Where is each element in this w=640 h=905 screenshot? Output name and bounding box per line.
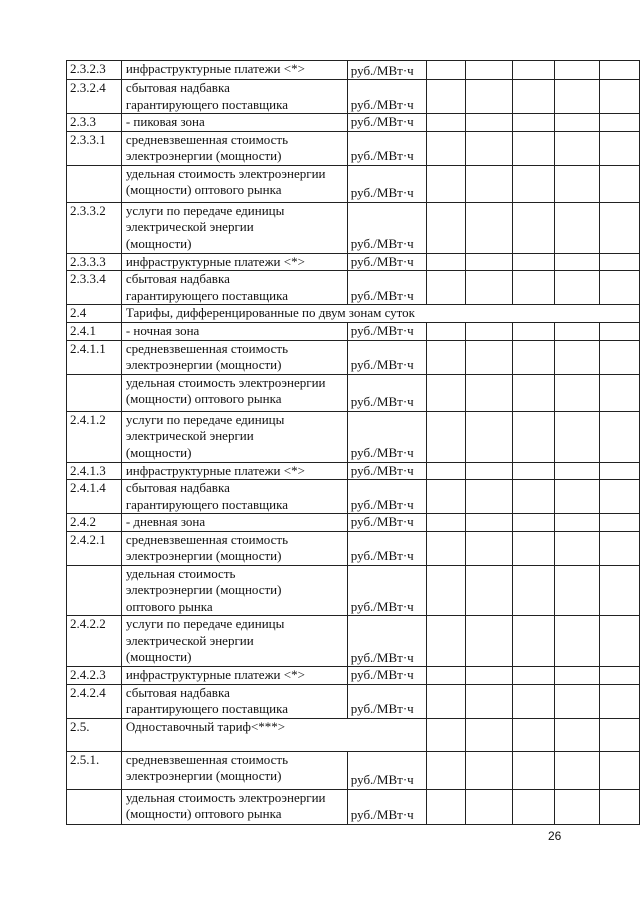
tariff-table [66,60,640,825]
empty-cell [554,411,600,462]
row-description: услуги по передаче единицы электрической энергии (мощности) [121,202,347,253]
empty-cell [512,131,554,165]
page-number: 26 [548,829,562,843]
row-description: сбытовая надбавка гарантирующего поставщика [121,684,347,718]
row-description: средневзвешенная стоимость электроэнергии (мощности) [121,531,347,565]
empty-cell [600,411,640,462]
empty-cell [466,131,513,165]
empty-cell [600,323,640,341]
row-description: инфраструктурные платежи <*> [121,667,347,685]
empty-cell [466,616,513,667]
empty-cell [466,718,513,751]
empty-cell [554,514,600,532]
row-code: 2.3.3 [67,114,122,132]
empty-cell [426,616,466,667]
table-row [67,271,640,305]
empty-cell [426,165,466,202]
empty-cell [466,514,513,532]
row-unit: руб./МВт·ч [347,131,426,165]
empty-cell [466,202,513,253]
row-description: - дневная зона [121,514,347,532]
empty-cell [466,789,513,824]
empty-cell [426,374,466,411]
empty-cell [600,80,640,114]
empty-cell [426,531,466,565]
row-unit: руб./МВт·ч [347,61,426,80]
row-unit: руб./МВт·ч [347,684,426,718]
row-unit: руб./МВт·ч [347,323,426,341]
empty-cell [512,271,554,305]
row-description: инфраструктурные платежи <*> [121,61,347,80]
row-description: Тарифы, дифференцированные по двум зонам суток [121,305,639,323]
row-unit: руб./МВт·ч [347,202,426,253]
empty-cell [426,340,466,374]
empty-cell [554,131,600,165]
empty-cell [426,271,466,305]
row-description: - ночная зона [121,323,347,341]
empty-cell [512,616,554,667]
empty-cell [426,202,466,253]
empty-cell [426,718,466,751]
row-description: удельная стоимость электроэнергии (мощности) оптового рынка [121,565,347,616]
empty-cell [426,684,466,718]
empty-cell [426,789,466,824]
empty-cell [554,480,600,514]
row-code: 2.4.2.3 [67,667,122,685]
empty-cell [466,340,513,374]
empty-cell [512,80,554,114]
empty-cell [554,80,600,114]
empty-cell [512,480,554,514]
empty-cell [600,531,640,565]
table-row [67,565,640,616]
empty-cell [466,565,513,616]
empty-cell [554,789,600,824]
empty-cell [554,565,600,616]
row-description: Одноставочный тариф<***> [121,718,426,751]
row-description: инфраструктурные платежи <*> [121,462,347,480]
row-code: 2.4.1.4 [67,480,122,514]
row-unit: руб./МВт·ч [347,253,426,271]
empty-cell [512,667,554,685]
empty-cell [554,271,600,305]
table-row [67,305,640,323]
row-unit: руб./МВт·ч [347,789,426,824]
row-description: средневзвешенная стоимость электроэнергии (мощности) [121,340,347,374]
row-unit: руб./МВт·ч [347,80,426,114]
empty-cell [554,374,600,411]
table-row [67,340,640,374]
table-row [67,61,640,80]
empty-cell [466,667,513,685]
table-row [67,202,640,253]
empty-cell [600,374,640,411]
table-row [67,165,640,202]
empty-cell [512,374,554,411]
row-description: сбытовая надбавка гарантирующего поставщика [121,271,347,305]
row-description: сбытовая надбавка гарантирующего поставщика [121,80,347,114]
empty-cell [600,789,640,824]
empty-cell [512,718,554,751]
empty-cell [600,253,640,271]
row-description: удельная стоимость электроэнергии (мощности) оптового рынка [121,165,347,202]
row-unit: руб./МВт·ч [347,340,426,374]
empty-cell [466,323,513,341]
table-row [67,80,640,114]
empty-cell [600,718,640,751]
empty-cell [466,462,513,480]
empty-cell [512,61,554,80]
row-unit: руб./МВт·ч [347,565,426,616]
table-row [67,411,640,462]
row-code: 2.4.2.4 [67,684,122,718]
empty-cell [600,114,640,132]
empty-cell [466,751,513,789]
empty-cell [512,462,554,480]
row-code: 2.4.1.2 [67,411,122,462]
empty-cell [600,271,640,305]
table-row [67,616,640,667]
empty-cell [512,202,554,253]
table-row [67,114,640,132]
table-row [67,667,640,685]
row-description: сбытовая надбавка гарантирующего поставщика [121,480,347,514]
empty-cell [512,114,554,132]
row-code: 2.4.2.1 [67,531,122,565]
row-unit: руб./МВт·ч [347,480,426,514]
row-code: 2.4.1.3 [67,462,122,480]
empty-cell [512,514,554,532]
table-row [67,718,640,751]
row-description: удельная стоимость электроэнергии (мощности) оптового рынка [121,789,347,824]
row-description: удельная стоимость электроэнергии (мощности) оптового рынка [121,374,347,411]
empty-cell [512,531,554,565]
row-unit: руб./МВт·ч [347,531,426,565]
row-unit: руб./МВт·ч [347,514,426,532]
empty-cell [466,253,513,271]
row-unit: руб./МВт·ч [347,462,426,480]
empty-cell [426,565,466,616]
empty-cell [600,462,640,480]
row-unit: руб./МВт·ч [347,114,426,132]
empty-cell [512,751,554,789]
table-row [67,462,640,480]
empty-cell [426,751,466,789]
row-description: услуги по передаче единицы электрической энергии (мощности) [121,616,347,667]
row-description: услуги по передаче единицы электрической энергии (мощности) [121,411,347,462]
empty-cell [426,253,466,271]
empty-cell [426,61,466,80]
empty-cell [600,684,640,718]
empty-cell [554,340,600,374]
empty-cell [600,667,640,685]
row-code: 2.3.3.1 [67,131,122,165]
table-row [67,480,640,514]
empty-cell [426,323,466,341]
empty-cell [512,565,554,616]
row-unit: руб./МВт·ч [347,165,426,202]
empty-cell [554,202,600,253]
row-code: 2.3.2.3 [67,61,122,80]
empty-cell [426,462,466,480]
empty-cell [600,514,640,532]
row-unit: руб./МВт·ч [347,271,426,305]
empty-cell [554,616,600,667]
empty-cell [600,202,640,253]
table-row [67,531,640,565]
empty-cell [554,684,600,718]
empty-cell [466,374,513,411]
table-row [67,323,640,341]
table-row [67,374,640,411]
empty-cell [466,480,513,514]
empty-cell [512,684,554,718]
row-code: 2.3.3.2 [67,202,122,253]
row-code: 2.3.2.4 [67,80,122,114]
empty-cell [426,514,466,532]
row-code: 2.4.1.1 [67,340,122,374]
empty-cell [554,667,600,685]
empty-cell [554,253,600,271]
row-description: средневзвешенная стоимость электроэнергии (мощности) [121,131,347,165]
empty-cell [554,323,600,341]
empty-cell [554,462,600,480]
empty-cell [600,480,640,514]
table-row [67,514,640,532]
empty-cell [512,789,554,824]
row-code: 2.4 [67,305,122,323]
empty-cell [554,61,600,80]
row-code: 2.5. [67,718,122,751]
empty-cell [600,165,640,202]
row-code [67,165,122,202]
empty-cell [512,253,554,271]
row-code: 2.3.3.4 [67,271,122,305]
empty-cell [466,165,513,202]
row-unit: руб./МВт·ч [347,751,426,789]
table-row [67,253,640,271]
row-description: инфраструктурные платежи <*> [121,253,347,271]
empty-cell [426,480,466,514]
empty-cell [512,411,554,462]
empty-cell [600,340,640,374]
empty-cell [554,165,600,202]
empty-cell [554,114,600,132]
empty-cell [426,667,466,685]
empty-cell [554,751,600,789]
empty-cell [426,114,466,132]
empty-cell [512,165,554,202]
empty-cell [466,411,513,462]
empty-cell [466,80,513,114]
empty-cell [512,323,554,341]
row-code: 2.4.2 [67,514,122,532]
row-unit: руб./МВт·ч [347,667,426,685]
empty-cell [426,411,466,462]
empty-cell [554,718,600,751]
empty-cell [426,80,466,114]
row-code: 2.4.2.2 [67,616,122,667]
empty-cell [466,271,513,305]
table-row [67,789,640,824]
empty-cell [600,61,640,80]
empty-cell [426,131,466,165]
empty-cell [554,531,600,565]
row-unit: руб./МВт·ч [347,616,426,667]
table-body [67,61,640,825]
row-description: - пиковая зона [121,114,347,132]
empty-cell [466,684,513,718]
empty-cell [600,131,640,165]
row-code: 2.4.1 [67,323,122,341]
row-code: 2.5.1. [67,751,122,789]
row-unit: руб./МВт·ч [347,374,426,411]
row-description: средневзвешенная стоимость электроэнергии (мощности) [121,751,347,789]
empty-cell [600,616,640,667]
row-code [67,374,122,411]
empty-cell [466,61,513,80]
row-unit: руб./МВт·ч [347,411,426,462]
empty-cell [600,751,640,789]
empty-cell [466,531,513,565]
empty-cell [600,565,640,616]
row-code [67,565,122,616]
empty-cell [512,340,554,374]
empty-cell [466,114,513,132]
row-code [67,789,122,824]
table-row [67,131,640,165]
table-row [67,751,640,789]
table-row [67,684,640,718]
row-code: 2.3.3.3 [67,253,122,271]
